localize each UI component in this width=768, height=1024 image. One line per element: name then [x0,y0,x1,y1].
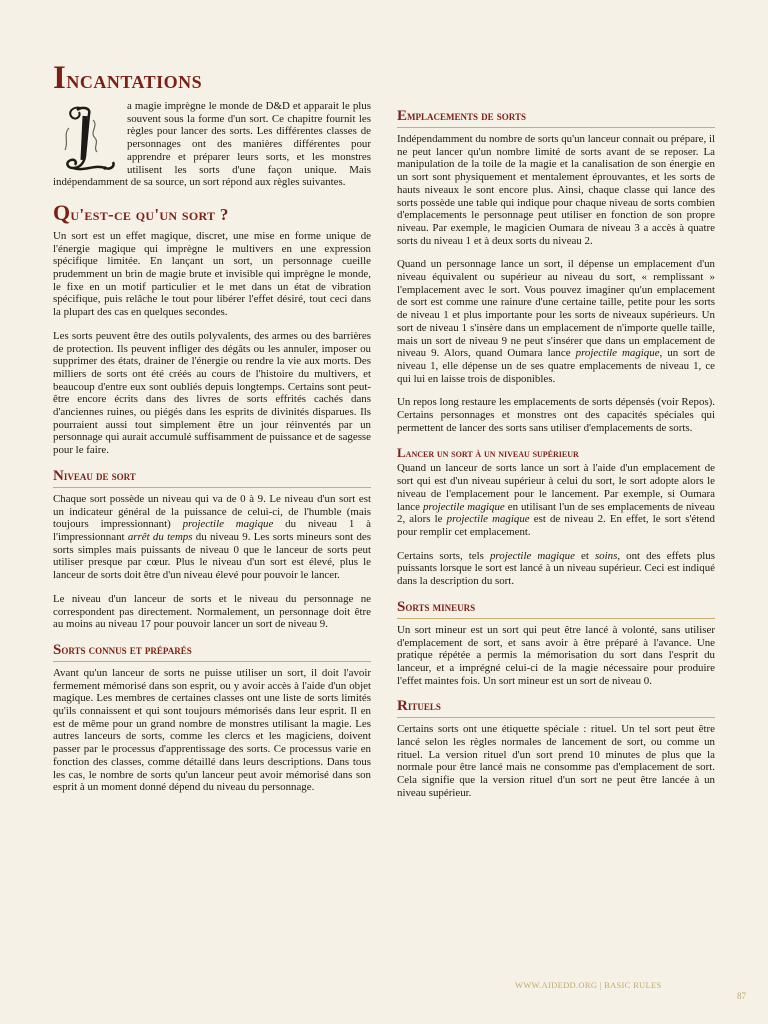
heading-spell-level: Niveau de sort [53,468,371,488]
paragraph: Le niveau d'un lanceur de sorts et le niveau du personnage ne correspondent pas directement. Normalement, un personnage doit être au moins au niveau 17 pour pouvoir lancer un sort de niveau 9. [53,592,371,631]
page-title: Incantations [53,60,203,96]
paragraph: Certains sorts, tels projectile magique et soins, ont des effets plus puissants lorsque le sort est lancé à un niveau supérieur. Ceci est indiqué dans la description du sort. [397,549,715,588]
paragraph: Quand un lanceur de sorts lance un sort à l'aide d'un emplacement de sort qui est d'un niveau supérieur à celui du sort, le sort adopte alors le niveau de l'emplacement pour le lancement. Par exemple, si Oumara lance projectile magique en utilisant l'un de ses emplacements de niveau 2, alors le projectile magique est de niveau 2. En effet, le sort s'étend pour remplir cet emplacement. [397,462,715,538]
heading-higher-level: Lancer un sort à un niveau supérieur [397,445,579,461]
heading-known-prepared-spells: Sorts connus et préparés [53,642,371,662]
paragraph: Chaque sort possède un niveau qui va de 0 à 9. Le niveau d'un sort est un indicateur général de la puissance de celui-ci, de l'humble (mais toujours impressionnant) projectile magique du niveau 1 à l'impressionnant arrêt du temps du niveau 9. Les sorts mineurs sont des sorts simples mais puissants de niveau 0 que le lanceur de sorts peut utiliser presque par cœur. Plus le niveau d'un sort est élevé, plus le lanceur de sorts doit être d'un niveau élevé pour pouvoir le lancer. [53,492,371,582]
heading-what-is-a-spell: Qu'est-ce qu'un sort ? [53,199,229,225]
heading-spell-slots: Emplacements de sorts [397,108,715,128]
heading-cantrips: Sorts mineurs [397,599,715,619]
page-number: 87 [737,991,746,1001]
drop-cap-l [59,102,119,176]
paragraph: Un sort mineur est un sort qui peut être lancé à volonté, sans utiliser d'emplacement de sort, et sans avoir à être préparé à l'avance. Une pratique répétée a permis la mémorisation du sort dans l'esprit du lanceur, et a imprégné celui-ci de la magie nécessaire pour produire l'effet maintes fois. Un sort mineur est un sort de niveau 0. [397,623,715,687]
paragraph: Avant qu'un lanceur de sorts ne puisse utiliser un sort, il doit l'avoir fermement mémorisé dans son esprit, ou y avoir accès à l'aide d'un objet magique. Les membres de certaines classes ont une liste de sorts limités qu'ils connaissent et qui sont toujours mémorisés dans leur esprit. Il en est de même pour un grand nombre de monstres utilisant la magie. Les autres lanceurs de sorts, comme les clercs et les magiciens, doivent passer par le processus d'apprentissage des sorts. Ce processus varie en fonction des classes, comme détaillé dans leurs descriptions. Dans tous les cas, le nombre de sorts qu'un lanceur peut avoir mémorisé dans son esprit à un moment donné dépend du niveau du personnage. [53,666,371,794]
paragraph: Quand un personnage lance un sort, il dépense un emplacement d'un niveau équivalent ou supérieur au niveau du sort, « remplissant » l'emplacement avec le sort. Vous pouvez imaginer qu'un emplacement de sort est comme une rainure d'une certaine taille, petite pour les sorts de niveau 1 et plus importante pour les sorts de niveaux supérieurs. Un sort de niveau 1 s'insère dans un emplacement de n'importe quelle taille, mais un sort de niveau 9 ne peut s'insérer que dans un emplacement de niveau 9. Alors, quand Oumara lance projectile magique, un sort de niveau 1, elle dépense un de ses quatre emplacements de niveau 1, ce qui lui en laisse trois de disponibles. [397,258,715,385]
paragraph: Indépendamment du nombre de sorts qu'un lanceur connait ou prépare, il ne peut lancer qu'un nombre limité de sorts avant de se reposer. La manipulation de la toile de la magie et la canalisation de son énergie en un sort sont physiquement et mentalement éprouvantes, et les sorts de hauts niveaux le sont encore plus. Ainsi, chaque classe qui lance des sorts possède une table qui indique pour chaque niveau de sorts combien d'emplacements le personnage peut utiliser en fonction de son propre niveau. Par exemple, le magicien Oumara de niveau 3 a accès à quatre sorts du niveau 1 et à deux sorts du niveau 2. [397,133,715,247]
intro-paragraph: a magie imprègne le monde de D&D et apparait le plus souvent sous la forme d'un sort. Ce chapitre fournit les règles pour lancer des sorts. Les différentes classes de personnages ont des manières différentes pour apprendre et préparer leurs sorts, et les monstres utilisent les sorts d'une façon unique. Mais indépendamment de sa source, un sort répond aux règles suivantes. [53,100,371,189]
right-column [397,100,715,811]
footer-site: WWW.AIDEDD.ORG | BASIC RULES [515,980,662,990]
left-column [53,100,371,805]
paragraph: Les sorts peuvent être des outils polyvalents, des armes ou des barrières de protection. Ils peuvent infliger des dégâts ou les annuler, imposer ou supprimer des états, drainer de l'énergie ou rendre la vie aux morts. Des milliers de sorts ont été créés au cours de l'histoire du multivers, et beaucoup d'entre eux sont oubliés depuis longtemps. Certains sont peut-être encore écrits dans des livres de sorts effrités cachés dans d'anciennes ruines, ou piégés dans les esprits de divinités disparues. Ils pourraient aussi tout simplement être un jour réinventés par un personnage qui aurait accumulé suffisamment de puissance et de sagesse pour le faire. [53,329,371,457]
paragraph: Un repos long restaure les emplacements de sorts dépensés (voir Repos). Certains personnages et monstres ont des capacités spéciales qui permettent de lancer des sorts sans utiliser d'emplacements de sorts. [397,396,715,434]
paragraph: Un sort est un effet magique, discret, une mise en forme unique de l'énergie magique qui imprègne le multivers en une expression spécifique limitée. En lançant un sort, un personnage cueille prudemment un brin de magie brute et invisible qui imprègne le monde, le fixe en un motif particulier et le met dans un état de vibration spécifique, puis relâche le tout pour libérer l'effet désiré, tout ceci dans la plupart des cas en quelques secondes. [53,229,371,319]
paragraph: Certains sorts ont une étiquette spéciale : rituel. Un tel sort peut être lancé selon les règles normales de lancement de sort, ou comme un rituel. La version rituel d'un sort prend 10 minutes de plus que la normale pour être lancé mais ne consomme pas d'emplacement de sort. Cela signifie que la version rituel d'un sort ne peut être lancée à un niveau supérieur. [397,723,715,799]
heading-rituals: Rituels [397,698,715,718]
